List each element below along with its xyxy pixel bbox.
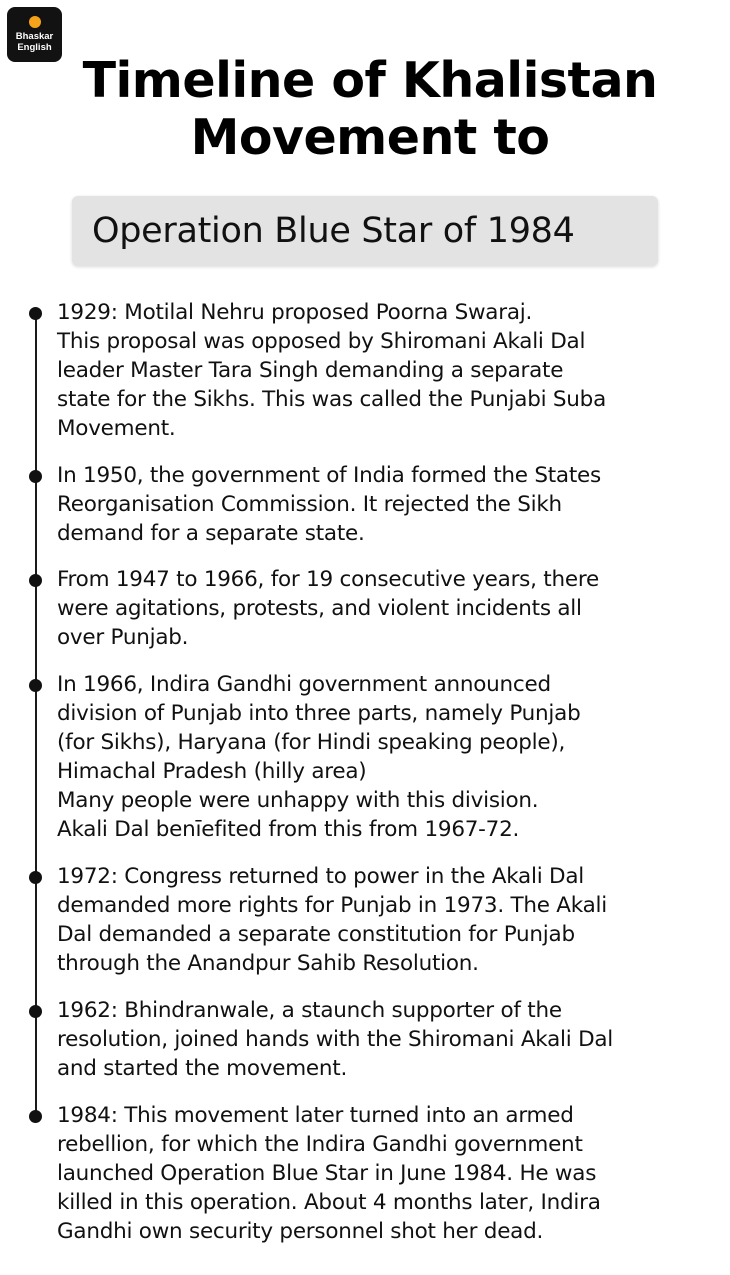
timeline-entry-line: leader Master Tara Singh demanding a separate — [57, 358, 564, 383]
timeline-entry-line: killed in this operation. About 4 months later, Indira — [57, 1190, 601, 1215]
timeline-entry-line: over Punjab. — [57, 625, 189, 650]
timeline-bullet-icon — [29, 1110, 42, 1123]
timeline-entry-line: This proposal was opposed by Shiromani Akali Dal — [57, 329, 586, 354]
timeline-bullet-icon — [29, 470, 42, 483]
timeline-entry-line: launched Operation Blue Star in June 1984. He was — [57, 1161, 597, 1186]
timeline-line — [35, 312, 37, 1118]
timeline-bullet-icon — [29, 307, 42, 320]
timeline-entry-line: From 1947 to 1966, for 19 consecutive years, there — [57, 567, 599, 592]
timeline-entry-line: through the Anandpur Sahib Resolution. — [57, 951, 479, 976]
subtitle-text: Operation Blue Star of 1984 — [92, 211, 575, 251]
timeline-entry-line: demand for a separate state. — [57, 521, 365, 546]
title-line-1: Timeline of Khalistan — [82, 52, 658, 109]
logo-dot-icon — [29, 16, 41, 28]
timeline-entry-text — [57, 565, 717, 652]
timeline-entry-line: were agitations, protests, and violent incidents all — [57, 596, 582, 621]
timeline-entry-line: Gandhi own security personnel shot her dead. — [57, 1219, 544, 1244]
timeline-entry-line: Many people were unhappy with this division. — [57, 788, 539, 813]
timeline-entry-line: resolution, joined hands with the Shiromani Akali Dal — [57, 1027, 614, 1052]
timeline-entry-text — [57, 298, 717, 443]
timeline-bullet-icon — [29, 871, 42, 884]
timeline-entry-line: and started the movement. — [57, 1056, 348, 1081]
timeline-entry-line: division of Punjab into three parts, namely Punjab — [57, 701, 581, 726]
timeline-entry-line: rebellion, for which the Indira Gandhi government — [57, 1132, 583, 1157]
timeline-bullet-icon — [29, 574, 42, 587]
timeline-entry-line: Dal demanded a separate constitution for Punjab — [57, 922, 575, 947]
title-line-2: Movement to — [190, 109, 550, 166]
logo-line-1: Bhaskar — [15, 31, 54, 42]
timeline-entry-line: Himachal Pradesh (hilly area) — [57, 759, 367, 784]
timeline-entry-text — [57, 1101, 717, 1246]
page-title — [0, 52, 730, 166]
timeline-entry-line: 1984: This movement later turned into an armed — [57, 1103, 574, 1128]
timeline-entry-text — [57, 996, 717, 1083]
timeline-entry-line: Movement. — [57, 416, 176, 441]
timeline-entry-text — [57, 670, 717, 844]
timeline-entry-line: (for Sikhs), Haryana (for Hindi speaking people), — [57, 730, 566, 755]
timeline-entry-text — [57, 461, 717, 548]
timeline-entry-line: demanded more rights for Punjab in 1973. The Akali — [57, 893, 607, 918]
timeline-entry-line: Akali Dal benīefited from this from 1967-72. — [57, 817, 520, 842]
timeline-bullet-icon — [29, 679, 42, 692]
timeline-entry-line: 1962: Bhindranwale, a staunch supporter of the — [57, 998, 562, 1023]
timeline-entry-line: 1972: Congress returned to power in the Akali Dal — [57, 864, 584, 889]
subtitle-box — [72, 196, 658, 266]
timeline-entry-line: In 1950, the government of India formed the States — [57, 463, 601, 488]
timeline-entry-line: state for the Sikhs. This was called the Punjabi Suba — [57, 387, 607, 412]
timeline-entry-line: Reorganisation Commission. It rejected the Sikh — [57, 492, 562, 517]
logo-line-2: English — [17, 42, 52, 53]
timeline-bullet-icon — [29, 1005, 42, 1018]
timeline-entry-text — [57, 862, 717, 978]
timeline-entry-line: In 1966, Indira Gandhi government announced — [57, 672, 551, 697]
timeline-entry-line: 1929: Motilal Nehru proposed Poorna Swaraj. — [57, 300, 533, 325]
